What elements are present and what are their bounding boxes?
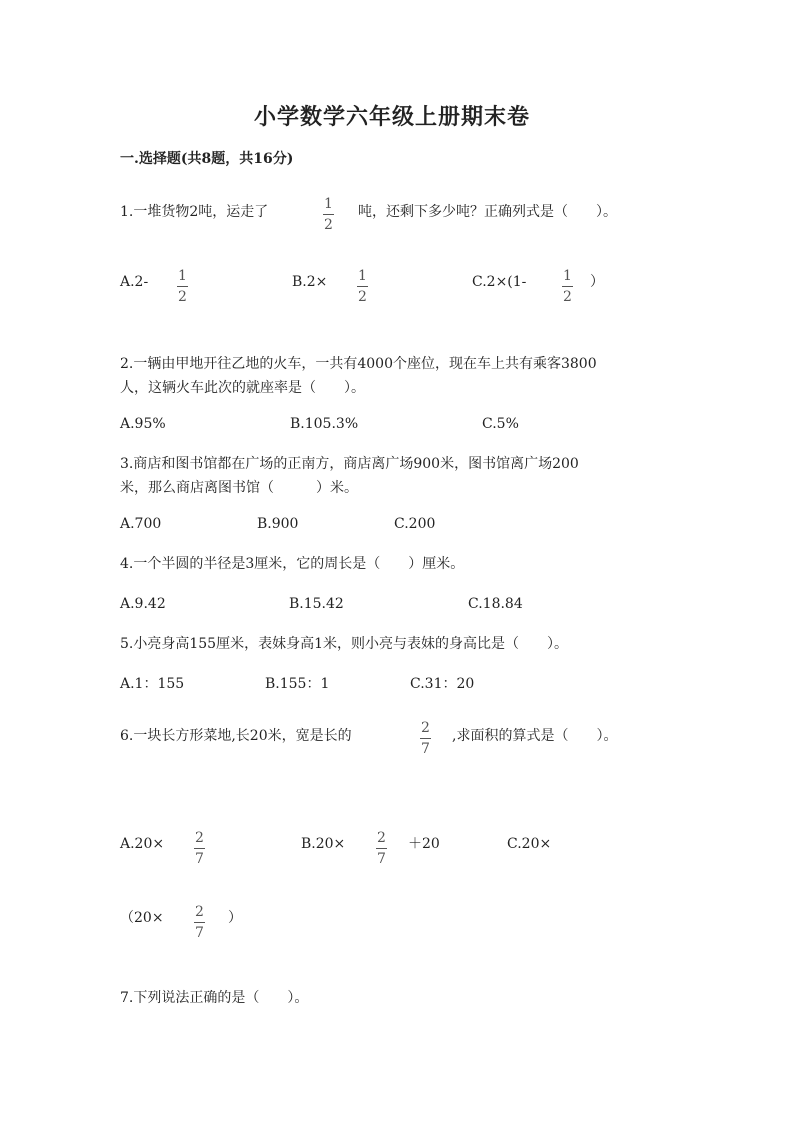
fraction-numerator: 2 bbox=[195, 830, 204, 846]
section-heading: 一.选择题(共8题，共16分) bbox=[120, 151, 294, 167]
fraction-denominator: 7 bbox=[377, 851, 386, 867]
q6-option-c-fraction bbox=[194, 904, 205, 941]
q1-stem-start: 1.一堆货物2吨，运走了 bbox=[120, 204, 269, 220]
q6-fraction-numerator: 2 bbox=[421, 720, 430, 736]
q3-stem-line2: 米，那么商店离图书馆（ ）米。 bbox=[120, 480, 358, 496]
q1-fraction-numerator: 1 bbox=[324, 196, 333, 212]
fraction-denominator: 7 bbox=[195, 851, 204, 867]
q6-option-b-fraction bbox=[376, 830, 387, 867]
q6-option-c: C.20× bbox=[507, 836, 552, 852]
q7-stem: 7.下列说法正确的是（ ）。 bbox=[120, 990, 309, 1006]
fraction-denominator: 2 bbox=[358, 289, 367, 305]
q4-option-c: C.18.84 bbox=[468, 596, 523, 612]
fraction-bar bbox=[177, 286, 188, 287]
fraction-denominator: 7 bbox=[195, 925, 204, 941]
q2-option-b: B.105.3% bbox=[290, 416, 359, 432]
fraction-denominator: 2 bbox=[563, 289, 572, 305]
fraction-bar bbox=[376, 848, 387, 849]
fraction-bar bbox=[420, 738, 431, 739]
q6-fraction-denominator: 7 bbox=[421, 741, 430, 757]
page-title: 小学数学六年级上册期末卷 bbox=[254, 104, 531, 130]
q1-option-a-fraction bbox=[177, 268, 188, 305]
q3-option-c: C.200 bbox=[394, 516, 436, 532]
q2-option-c: C.5% bbox=[482, 416, 519, 432]
q1-option-c-close: ） bbox=[590, 274, 604, 290]
q2-stem-line1: 2.一辆由甲地开往乙地的火车，一共有4000个座位，现在车上共有乘客3800 bbox=[120, 356, 597, 372]
q2-stem-line2: 人，这辆火车此次的就座率是（ ）。 bbox=[120, 380, 365, 396]
fraction-numerator: 2 bbox=[377, 830, 386, 846]
q1-stem-end: 吨，还剩下多少吨？正确列式是（ ）。 bbox=[358, 204, 617, 220]
q6-stem-start: 6.一块长方形菜地,长20米，宽是长的 bbox=[120, 728, 352, 744]
q6-option-b: B.20× bbox=[301, 836, 346, 852]
q2-option-a: A.95% bbox=[120, 416, 166, 432]
q6-stem-end: ,求面积的算式是（ ）。 bbox=[452, 728, 618, 744]
q6-option-c-close: ） bbox=[228, 910, 242, 926]
q1-option-c: C.2×(1- bbox=[472, 274, 527, 290]
fraction-bar bbox=[194, 922, 205, 923]
q5-option-b: B.155：1 bbox=[265, 676, 330, 692]
q5-option-c: C.31：20 bbox=[410, 676, 475, 692]
q4-option-b: B.15.42 bbox=[289, 596, 344, 612]
q6-option-c-continued: （20× bbox=[120, 910, 164, 926]
q5-option-a: A.1：155 bbox=[120, 676, 185, 692]
fraction-bar bbox=[194, 848, 205, 849]
q1-option-a: A.2- bbox=[120, 274, 149, 290]
fraction-bar bbox=[357, 286, 368, 287]
q1-option-b: B.2× bbox=[292, 274, 328, 290]
fraction-denominator: 2 bbox=[178, 289, 187, 305]
fraction-numerator: 1 bbox=[358, 268, 367, 284]
q3-option-a: A.700 bbox=[120, 516, 162, 532]
fraction-numerator: 1 bbox=[178, 268, 187, 284]
q1-option-c-fraction bbox=[562, 268, 573, 305]
fraction-bar bbox=[323, 214, 334, 215]
q1-option-b-fraction bbox=[357, 268, 368, 305]
q1-fraction bbox=[323, 196, 334, 233]
fraction-numerator: 2 bbox=[195, 904, 204, 920]
q6-option-a: A.20× bbox=[120, 836, 165, 852]
q1-fraction-denominator: 2 bbox=[324, 217, 333, 233]
q6-option-a-fraction bbox=[194, 830, 205, 867]
q4-stem: 4.一个半圆的半径是3厘米，它的周长是（ ）厘米。 bbox=[120, 556, 465, 572]
fraction-bar bbox=[562, 286, 573, 287]
q6-option-b-tail: ＋20 bbox=[408, 836, 440, 852]
q4-option-a: A.9.42 bbox=[120, 596, 166, 612]
q6-fraction bbox=[420, 720, 431, 757]
q5-stem: 5.小亮身高155厘米，表妹身高1米，则小亮与表妹的身高比是（ ）。 bbox=[120, 636, 568, 652]
q3-stem-line1: 3.商店和图书馆都在广场的正南方，商店离广场900米，图书馆离广场200 bbox=[120, 456, 579, 472]
q3-option-b: B.900 bbox=[257, 516, 299, 532]
fraction-numerator: 1 bbox=[563, 268, 572, 284]
